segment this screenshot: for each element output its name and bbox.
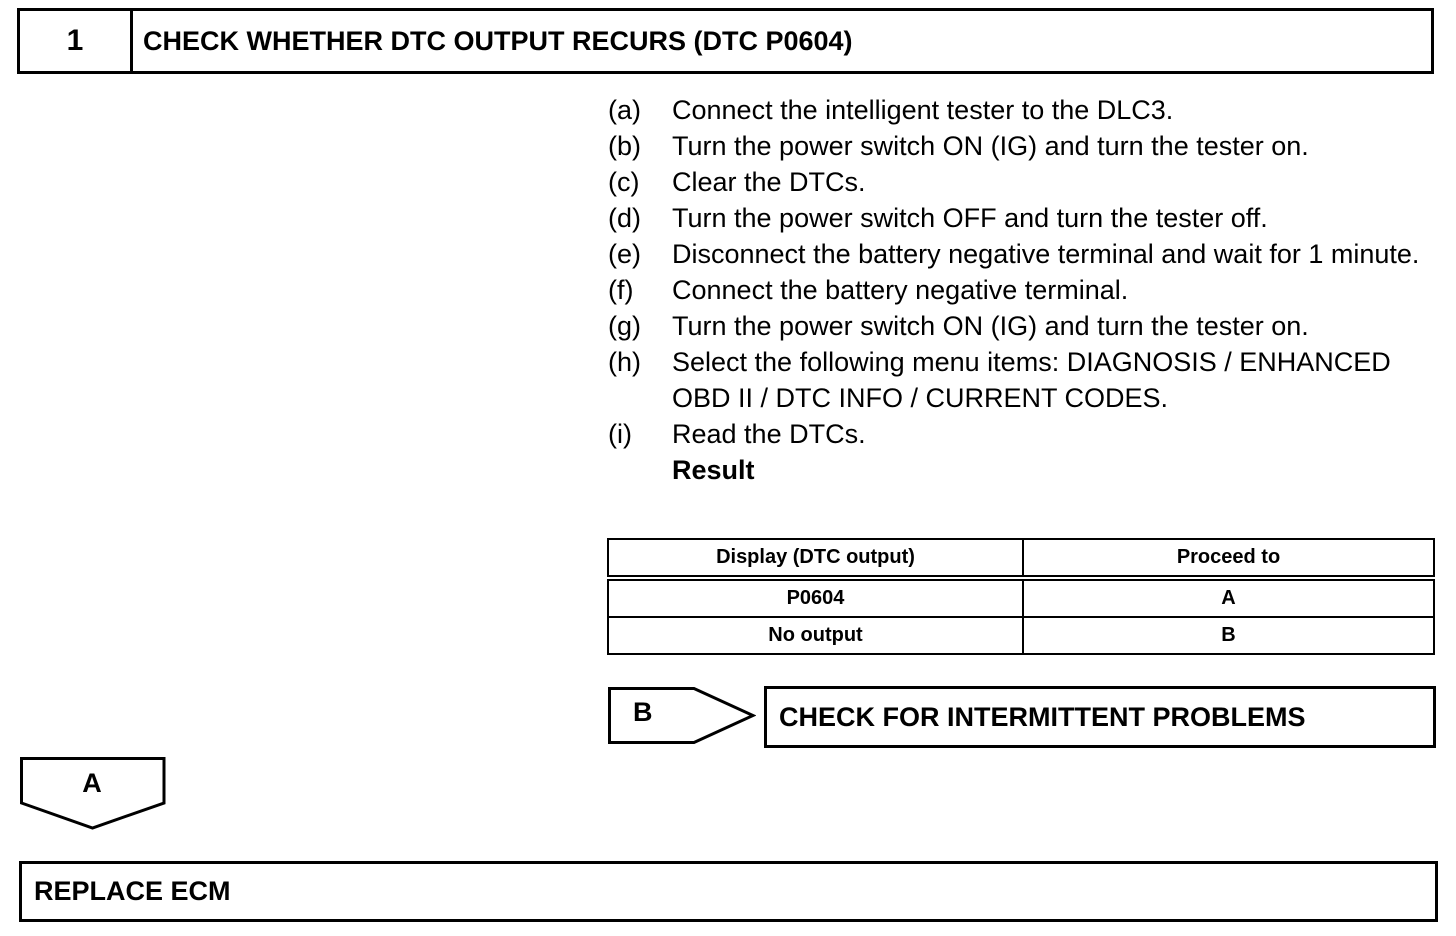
branch-a-label: A bbox=[82, 768, 102, 798]
instruction-list bbox=[608, 92, 1448, 488]
instruction-text: Select the following menu items: DIAGNOSIS / ENHANCED OBD II / DTC INFO / CURRENT CODES. bbox=[672, 347, 1391, 413]
instruction-text: Connect the battery negative terminal. bbox=[672, 275, 1129, 305]
instruction-letter: (f) bbox=[608, 275, 634, 305]
instruction-item bbox=[608, 416, 1448, 452]
table-row bbox=[608, 578, 1434, 617]
instruction-item bbox=[608, 272, 1448, 308]
instruction-text: Connect the intelligent tester to the DLC3. bbox=[672, 95, 1174, 125]
table-cell: P0604 bbox=[608, 578, 1023, 617]
instruction-letter: (i) bbox=[608, 419, 632, 449]
instruction-text: Clear the DTCs. bbox=[672, 167, 866, 197]
instruction-item bbox=[608, 344, 1448, 416]
column-header-proceed: Proceed to bbox=[1023, 539, 1434, 578]
instruction-letter: (a) bbox=[608, 95, 641, 125]
step-header bbox=[17, 8, 1434, 74]
table-cell: No output bbox=[608, 617, 1023, 654]
replace-ecm-box: REPLACE ECM bbox=[19, 861, 1438, 922]
branch-b-label: B bbox=[633, 697, 653, 727]
instruction-item bbox=[608, 128, 1448, 164]
instruction-text: Turn the power switch OFF and turn the tester off. bbox=[672, 203, 1268, 233]
instruction-item bbox=[608, 200, 1448, 236]
column-header-display: Display (DTC output) bbox=[608, 539, 1023, 578]
instruction-text: Disconnect the battery negative terminal and wait for 1 minute. bbox=[672, 239, 1420, 269]
instruction-letter: (g) bbox=[608, 311, 641, 341]
step-title: CHECK WHETHER DTC OUTPUT RECURS (DTC P0604) bbox=[143, 25, 853, 56]
instruction-text: Read the DTCs. bbox=[672, 419, 866, 449]
result-label: Result bbox=[672, 455, 755, 485]
instruction-letter: (c) bbox=[608, 167, 640, 197]
check-intermittent-box: CHECK FOR INTERMITTENT PROBLEMS bbox=[764, 686, 1436, 748]
table-cell: A bbox=[1023, 578, 1434, 617]
result-table bbox=[607, 538, 1435, 655]
table-cell: B bbox=[1023, 617, 1434, 654]
instruction-item bbox=[608, 92, 1448, 128]
table-header-row bbox=[608, 539, 1434, 578]
instruction-item bbox=[608, 164, 1448, 200]
instruction-letter: (h) bbox=[608, 347, 641, 377]
instruction-text: Turn the power switch ON (IG) and turn the tester on. bbox=[672, 131, 1309, 161]
instruction-item bbox=[608, 308, 1448, 344]
step-number: 1 bbox=[20, 11, 133, 71]
instruction-item bbox=[608, 236, 1448, 272]
branch-b-arrow-icon bbox=[608, 687, 756, 744]
instruction-letter: (e) bbox=[608, 239, 641, 269]
instruction-letter: (b) bbox=[608, 131, 641, 161]
instruction-letter: (d) bbox=[608, 203, 641, 233]
instruction-text: Turn the power switch ON (IG) and turn the tester on. bbox=[672, 311, 1309, 341]
table-row bbox=[608, 617, 1434, 654]
